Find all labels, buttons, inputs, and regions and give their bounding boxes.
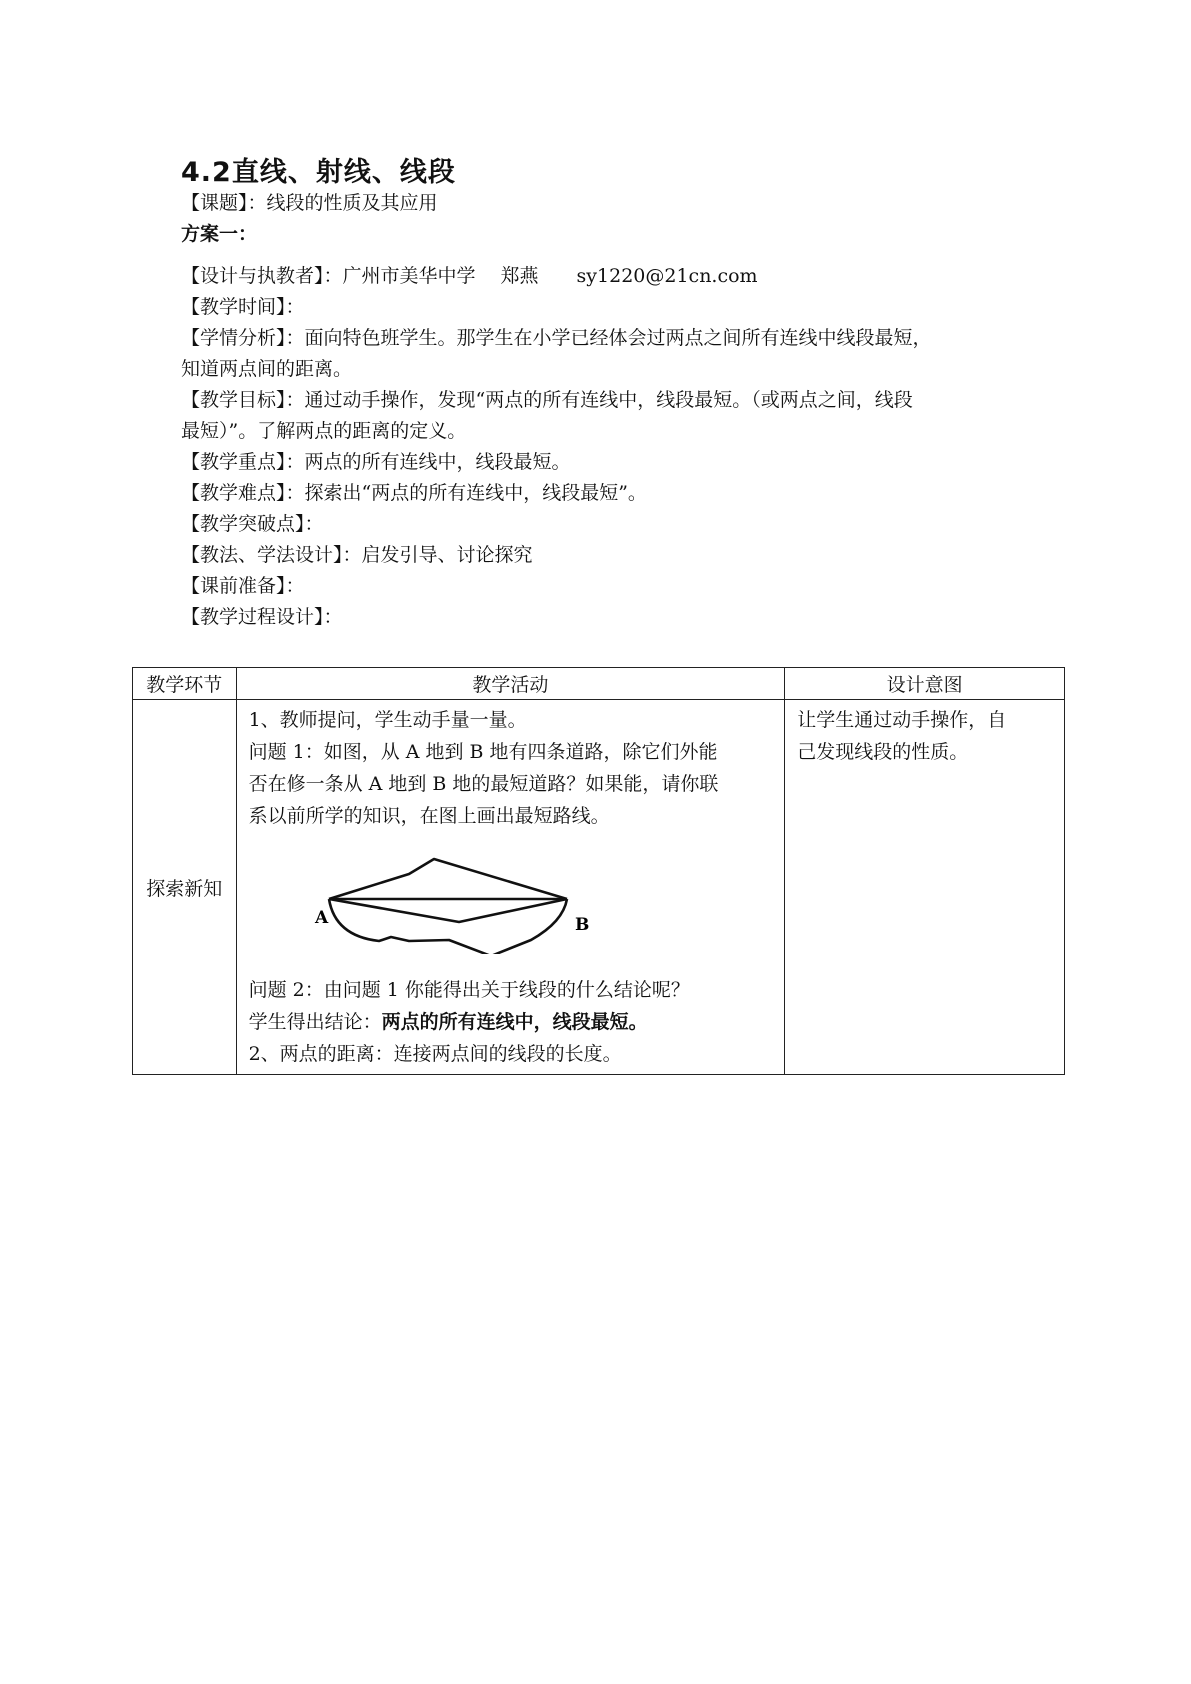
route-middle-path [329,899,567,922]
point-b-label: B [574,915,589,935]
prep-line: 【课前准备】： [181,575,305,597]
table-row [133,700,1065,1075]
intent-cell [785,700,1065,1075]
breakthrough-line: 【教学突破点】： [181,513,324,535]
key-point-line: 【教学重点】：两点的所有连线中，线段最短。 [181,451,571,473]
point-a-label: A [314,908,328,928]
difficulty-line: 【教学难点】：探索出“两点的所有连线中，线段最短”。 [181,482,647,504]
lesson-table [132,667,1065,1075]
goal-line-1: 【教学目标】：通过动手操作，发现“两点的所有连线中，线段最短。（或两点之间，线段 [181,389,913,411]
method-line: 【教法、学法设计】：启发引导、讨论探究 [181,544,533,566]
road-figure [309,844,629,954]
time-line: 【教学时间】： [181,296,305,318]
question-2: 问题 2：由问题 1 你能得出关于线段的什么结论呢？ [248,979,690,1001]
analysis-line-1: 【学情分析】：面向特色班学生。那学生在小学已经体会过两点之间所有连线中线段最短， [181,327,932,349]
activity-step-2: 2、两点的距离：连接两点间的线段的长度。 [248,1043,622,1065]
conclusion-line [249,1006,775,1038]
question-1-line-2: 否在修一条从 A 地到 B 地的最短道路？如果能，请你联 [248,773,719,795]
intent-line-2: 己发现线段的性质。 [797,741,969,763]
stage-cell: 探索新知 [133,700,237,1075]
analysis-line-2: 知道两点间的距离。 [181,358,353,380]
header-intent: 设计意图 [785,668,1065,700]
conclusion-bold: 两点的所有连线中，线段最短。 [381,1011,648,1033]
plan-heading: 方案一： [181,223,258,245]
page-title: 4.2直线、射线、线段 [181,157,456,188]
question-1-line-3: 系以前所学的知识，在图上画出最短路线。 [248,805,610,827]
conclusion-prefix: 学生得出结论： [248,1011,382,1033]
question-1-line-1: 问题 1：如图，从 A 地到 B 地有四条道路，除它们外能 [248,741,718,763]
route-upper-path [329,859,567,899]
process-line: 【教学过程设计】： [181,606,343,628]
activity-step-1: 1、教师提问，学生动手量一量。 [248,709,527,731]
table-header-row [133,668,1065,700]
intent-line-1: 让学生通过动手操作，自 [797,709,1007,731]
designer-line: 【设计与执教者】：广州市美华中学 郑燕 sy1220@21cn.com [181,265,758,287]
goal-line-2: 最短）”。了解两点的距离的定义。 [181,420,467,442]
topic-line: 【课题】：线段的性质及其应用 [181,192,438,214]
header-activity: 教学活动 [236,668,785,700]
header-stage: 教学环节 [133,668,237,700]
activity-cell [236,700,785,1075]
